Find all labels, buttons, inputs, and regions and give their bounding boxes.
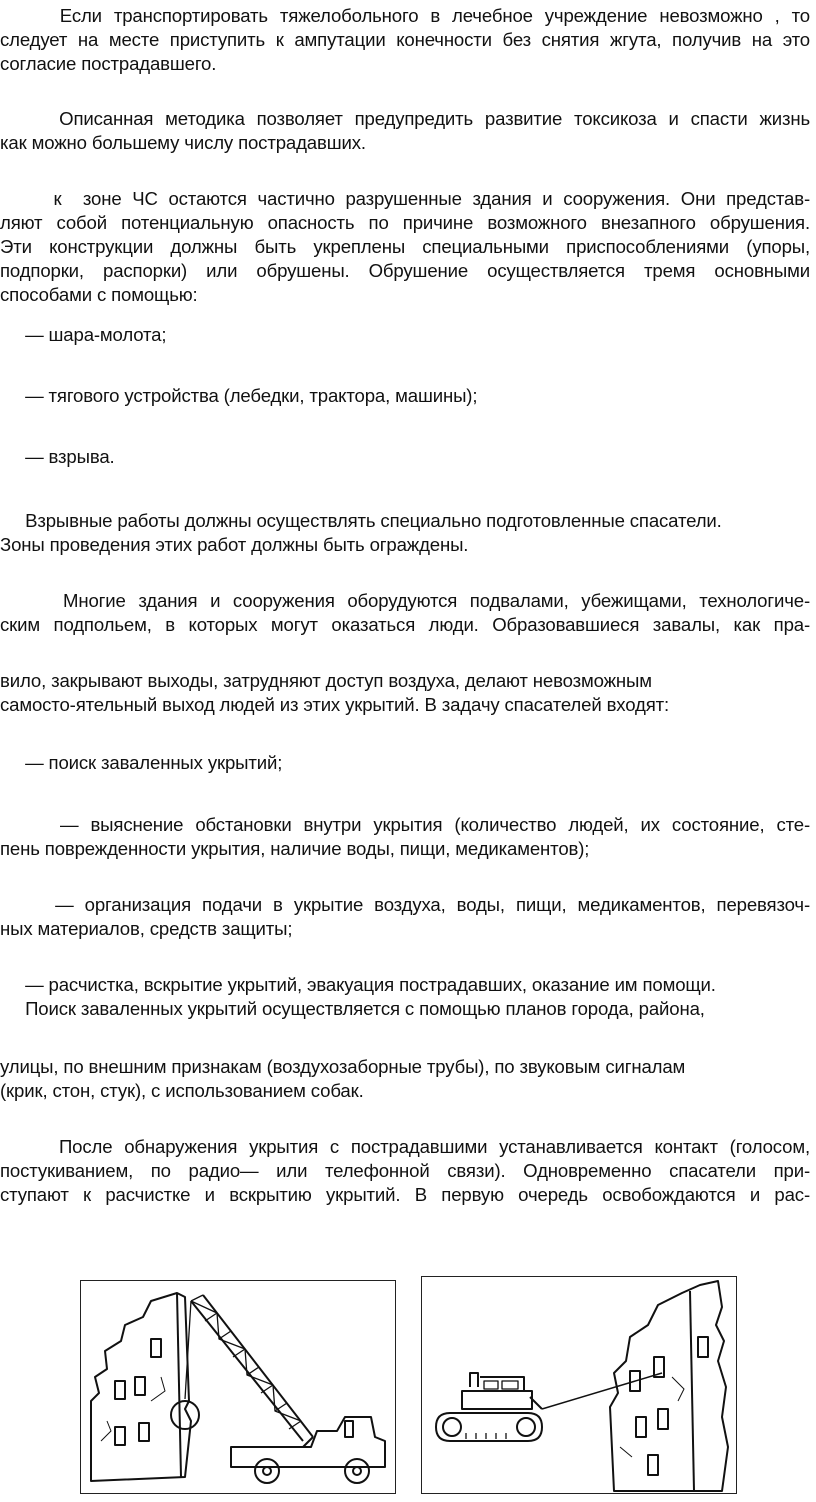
list-item-explosion: — взрыва. xyxy=(0,446,115,467)
paragraph-5-line-1: Многие здания и сооружения оборудуются подвалами, убежищами, технологиче- xyxy=(0,590,810,611)
figure-wrecking-ball xyxy=(80,1280,396,1494)
list-item-search-shelters: — поиск заваленных укрытий; xyxy=(0,752,283,773)
paragraph-3-line-1: к зоне ЧС остаются частично разрушенные здания и сооружения. Они представ- xyxy=(0,188,810,209)
paragraph-4-line-1: Взрывные работы должны осуществлять специально подготовленные спасатели. xyxy=(0,510,722,531)
paragraph-search-line-1: Поиск заваленных укрытий осуществляется с помощью планов города, района, xyxy=(0,998,705,1019)
paragraph-8-line-3: ступают к расчистке и вскрытию укрытий. В первую очередь освобождаются и рас- xyxy=(0,1184,810,1205)
list-item-supply-line-2: ных материалов, средств защиты; xyxy=(0,918,293,939)
paragraph-1-line-2: следует на месте приступить к ампутации конечности без снятия жгута, получив на это xyxy=(0,29,810,50)
paragraph-6-line-2: самосто-ятельный выход людей из этих укрытий. В задачу спасателей входят: xyxy=(0,694,670,715)
list-item-clearing: — расчистка, вскрытие укрытий, эвакуация пострадавших, оказание им помощи. xyxy=(0,974,716,995)
tractor-pulling-illustration xyxy=(422,1277,736,1493)
crane-wrecking-ball-illustration xyxy=(81,1281,395,1493)
paragraph-5-line-2: ским подпольем, в которых могут оказаться люди. Образовавшиеся завалы, как пра- xyxy=(0,614,810,635)
paragraph-2-line-2: как можно большему числу пострадавших. xyxy=(0,132,366,153)
list-item-wrecking-ball: — шара-молота; xyxy=(0,324,167,345)
paragraph-6-line-1: вило, закрывают выходы, затрудняют доступ воздуха, делают невозможным xyxy=(0,670,652,691)
paragraph-7-line-2: (крик, стон, стук), с использованием собак. xyxy=(0,1080,364,1101)
list-item-supply-line-1: — организация подачи в укрытие воздуха, воды, пищи, медикаментов, перевязоч- xyxy=(0,894,810,915)
paragraph-4-line-2: Зоны проведения этих работ должны быть ограждены. xyxy=(0,534,469,555)
list-item-clarify-situation-line-1: — выяснение обстановки внутри укрытия (количество людей, их состояние, сте- xyxy=(0,814,810,835)
list-item-clarify-situation-line-2: пень поврежденности укрытия, наличие воды, пищи, медикаментов); xyxy=(0,838,590,859)
paragraph-8-line-1: После обнаружения укрытия с пострадавшими устанавливается контакт (голосом, xyxy=(0,1136,810,1157)
paragraph-8-line-2: постукиванием, по радио— или телефонной связи). Одновременно спасатели при- xyxy=(0,1160,810,1181)
paragraph-3-line-5: способами с помощью: xyxy=(0,284,198,305)
figure-tractor-pulling xyxy=(421,1276,737,1494)
list-item-traction-device: — тягового устройства (лебедки, трактора, машины); xyxy=(0,385,478,406)
paragraph-2-line-1: Описанная методика позволяет предупредить развитие токсикоза и спасти жизнь xyxy=(0,108,810,129)
paragraph-3-line-4: подпорки, распорки) или обрушены. Обрушение осуществляется тремя основными xyxy=(0,260,810,281)
paragraph-7-line-1: улицы, по внешним признакам (воздухозаборные трубы), по звуковым сигналам xyxy=(0,1056,686,1077)
paragraph-1-line-1: Если транспортировать тяжелобольного в лечебное учреждение невозможно , то xyxy=(0,5,810,26)
paragraph-1-line-3: согласие пострадавшего. xyxy=(0,53,217,74)
paragraph-3-line-3: Эти конструкции должны быть укреплены специальными приспособлениями (упоры, xyxy=(0,236,810,257)
paragraph-3-line-2: ляют собой потенциальную опасность по причине возможного внезапного обрушения. xyxy=(0,212,810,233)
